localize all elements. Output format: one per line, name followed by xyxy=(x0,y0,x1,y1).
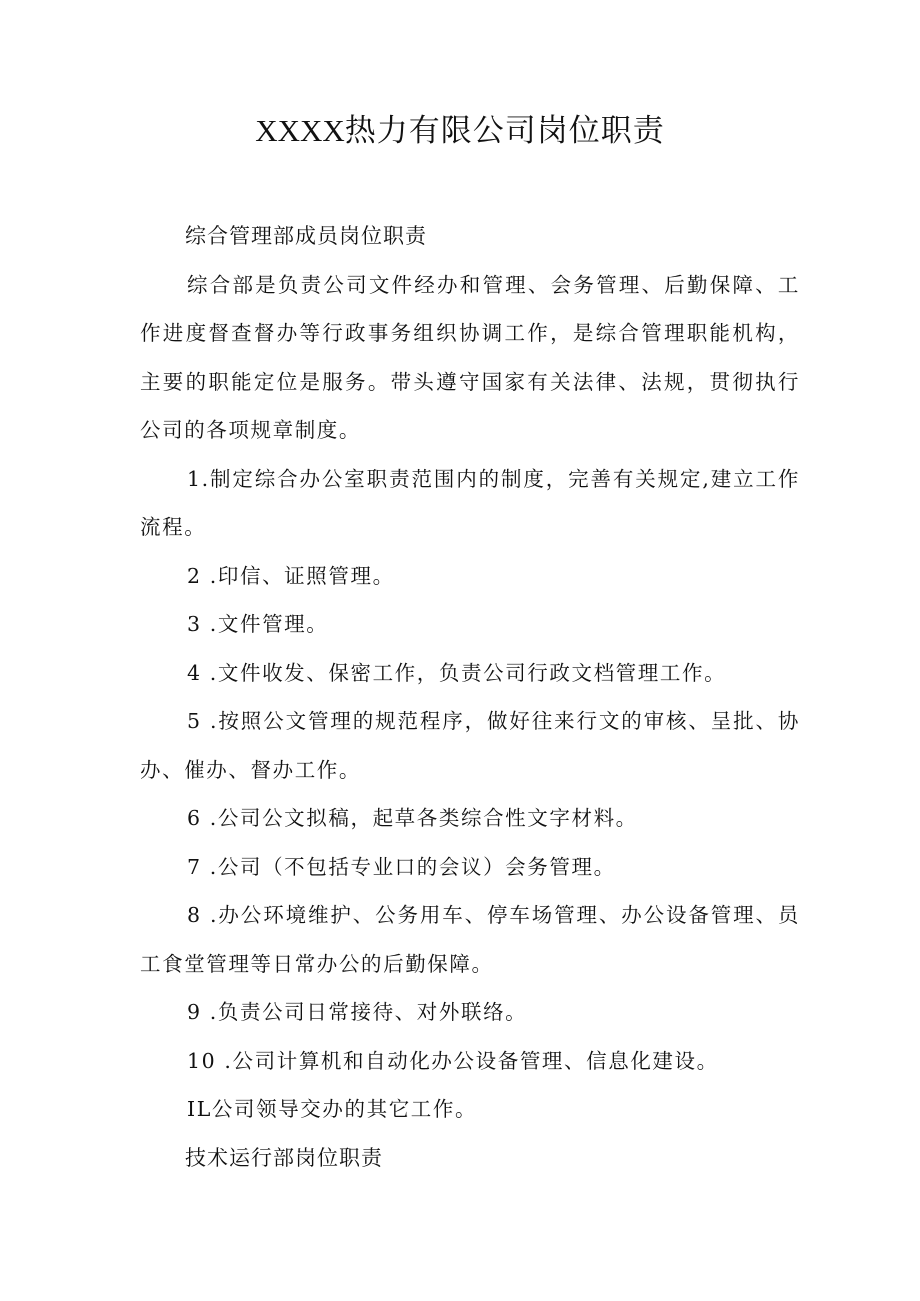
title-rest: 热力有限公司岗位职责 xyxy=(344,113,665,149)
duty-item-9: 9 .负责公司日常接待、对外联络。 xyxy=(187,1000,528,1024)
title-prefix: XXXX xyxy=(255,113,345,148)
duty-item-10: 10 .公司计算机和自动化办公设备管理、信息化建设。 xyxy=(187,1048,719,1073)
document-body xyxy=(140,212,800,1182)
section-intro-paragraph: 综合部是负责公司文件经办和管理、会务管理、后勤保障、工作进度督查督办等行政事务组织协调工作，是综合管理职能机构，主要的职能定位是服务。带头遵守国家有关法律、法规，贯彻执行公司的各项规章制度。 xyxy=(140,272,800,442)
document-title xyxy=(0,105,920,150)
duty-item-4: 4 .文件收发、保密工作，负责公司行政文档管理工作。 xyxy=(187,660,727,685)
section-heading-technical-operations: 技术运行部岗位职责 xyxy=(185,1145,383,1170)
duty-item-1: 1.制定综合办公室职责范围内的制度，完善有关规定,建立工作流程。 xyxy=(140,466,800,539)
section-heading-general-management: 综合管理部成员岗位职责 xyxy=(185,224,427,248)
duty-item-7: 7 .公司（不包括专业口的会议）会务管理。 xyxy=(187,854,616,879)
duty-item-5: 5 .按照公文管理的规范程序，做好往来行文的审核、呈批、协办、催办、督办工作。 xyxy=(140,709,800,782)
duty-item-3: 3 .文件管理。 xyxy=(187,612,329,636)
duty-item-11: IL公司领导交办的其它工作。 xyxy=(187,1097,478,1121)
duty-item-8: 8 .办公环境维护、公务用车、停车场管理、办公设备管理、员工食堂管理等日常办公的后勤保障。 xyxy=(140,903,800,976)
duty-item-6: 6 .公司公文拟稿，起草各类综合性文字材料。 xyxy=(187,806,638,830)
duty-item-2: 2 .印信、证照管理。 xyxy=(187,563,395,588)
